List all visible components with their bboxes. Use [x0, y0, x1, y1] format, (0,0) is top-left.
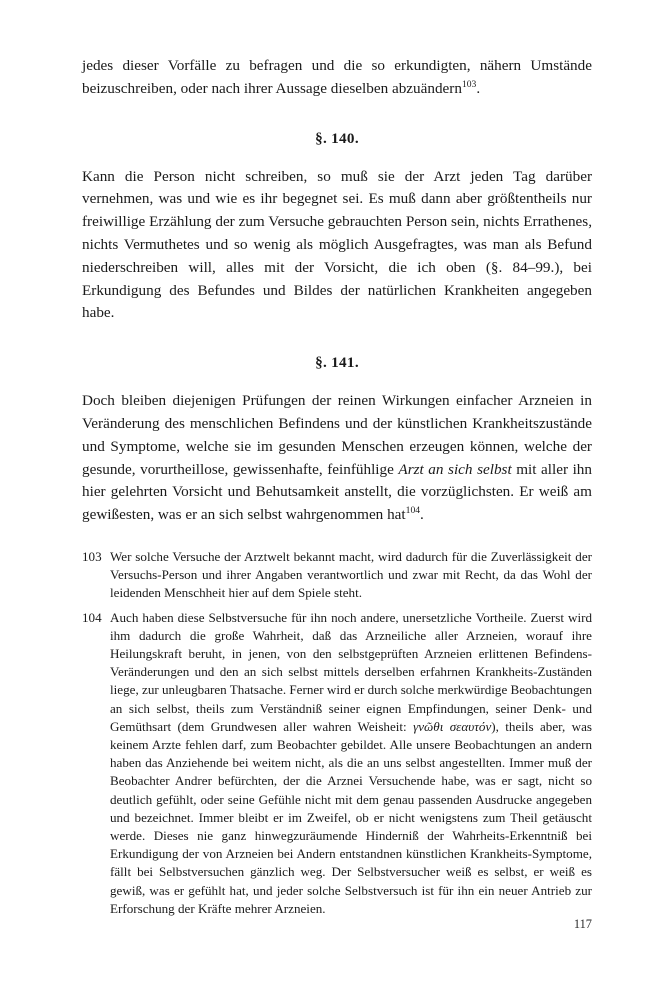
paragraph-141-tail: .	[420, 506, 424, 524]
spacer	[82, 372, 592, 390]
paragraph-opening	[82, 55, 592, 101]
paragraph-141-part1: Doch bleiben diejenigen Prüfungen der reinen Wirkungen einfacher Arzneien in Veränderung des menschlichen Befindens und der künstlichen Krankheitszustände und Symptome, welche sie im gesunden Menschen erzeugen können, welche der gesunde, vorurtheillose, gewissenhafte, feinfühlige	[82, 392, 592, 478]
spacer	[82, 325, 592, 354]
paragraph-141-emphasis: Arzt an sich selbst	[398, 460, 512, 478]
paragraph-section-141	[82, 390, 592, 527]
footnote-104-part1: Auch haben diese Selbstversuche für ihn noch andere, unersetzliche Vortheile. Zuerst wird ihm dadurch die große Wahrheit, daß das Arzneiliche aller Arzneien, worauf ihre Heilungskraft beruht, in jenen, von den selbstgeprüften Arzneien erlittenen Befindens-Veränderungen und den an sich selbst mittels derselben erfahrnen Krankheits-Zuständen liege, zur unleugbaren Thatsache. Ferner wird er durch solche merkwürdige Beobachtungen an sich selbst, theils zum Verständniß seiner eignen Empfindungen, seiner Denk- und Gemüthsart (dem Grundwesen aller wahren Weisheit:	[110, 609, 592, 734]
spacer	[82, 148, 592, 166]
page-content	[82, 55, 592, 924]
footnote-number-104: 104	[82, 609, 102, 625]
footnote-ref-104[interactable]: 104	[405, 505, 421, 517]
footnote-text-103: Wer solche Versuche der Arztwelt bekannt macht, wird dadurch für die Zuverlässigkeit der Versuchs-Person und ihrer Angaben verantwortlich und zwar mit Recht, da das Wohl der leidenden Menschheit hier auf dem Spiele steht.	[110, 548, 592, 601]
paragraph-section-140: Kann die Person nicht schreiben, so muß sie der Arzt jeden Tag darüber vernehmen, was und wie es ihr begegnet sei. Es muß dann aber größtentheils nur freiwillige Erzählung der zum Versuche gebrauchten Person sein, nichts Errathenes, nichts Vermuthetes und so wenig als möglich Ausgefragtes, was man als Befund niederschreiben will, alles mit der Vorsicht, die ich oben (§. 84–99.), bei Erkundigung des Befundes und Bildes der natürlichen Krankheiten angegeben habe.	[82, 167, 592, 322]
section-heading-140: §. 140.	[315, 129, 359, 147]
paragraph-opening-tail: .	[476, 79, 481, 97]
footnote-text-104	[110, 609, 592, 918]
section-heading-141: §. 141.	[315, 354, 359, 372]
footnote-number-103: 103	[82, 548, 102, 564]
footnote-104-part2: ), theils aber, was keinem Arzte fehlen darf, zum Beobachter gebildet. Alle unsere Beobachtungen an andern haben das Anziehende bei weitem nicht, als die an uns selbst angestellten. Immer muß der Beobachter Andrer befürchten, der die Arznei Versuchende habe, was er sagt, nicht so deutlich gefühlt, oder seine Gefühle nicht mit dem genau passenden Ausdrucke angegeben und bezeichnet. Immer bleibt er im Zweifel, ob er nicht wenigstens zum Theil getäuscht werde. Dieses nie ganz hinwegzuräumende Hinderniß der Wahrheits-Erkenntniß bei Erkundigung der von Arzneien bei Andern entstandnen künstlichen Krankheits-Symptome, fällt bei Selbstversuchen gänzlich weg. Der Selbstversucher weiß es selbst, er weiß es gewiß, was er gefühlt hat, und jeder solche Selbstversuch ist für ihn ein neuer Antrieb zur Erforschung der Kräfte mehrer Arzneien.	[110, 718, 593, 916]
paragraph-opening-text: jedes dieser Vorfälle zu befragen und die so erkundigten, nähern Umstände beizuschreiben, oder nach ihrer Aussage dieselben abzuändern	[82, 57, 592, 97]
spacer	[82, 101, 592, 130]
footnote-ref-103[interactable]: 103	[461, 78, 477, 90]
footnote-104	[82, 609, 592, 918]
footnote-104-greek-quote: γνῶθι σεαυτόν	[413, 718, 492, 734]
page-number: 117	[573, 917, 592, 931]
footnotes-block	[82, 548, 592, 918]
paragraph-141-part2: mit aller ihn hier gelehrten Vorsicht und Behutsamkeit anstellt, die vorzüglichsten. Er weiß am gewißesten, was er an sich selbst wahrgenommen hat	[82, 460, 592, 524]
footnote-103	[82, 548, 592, 603]
